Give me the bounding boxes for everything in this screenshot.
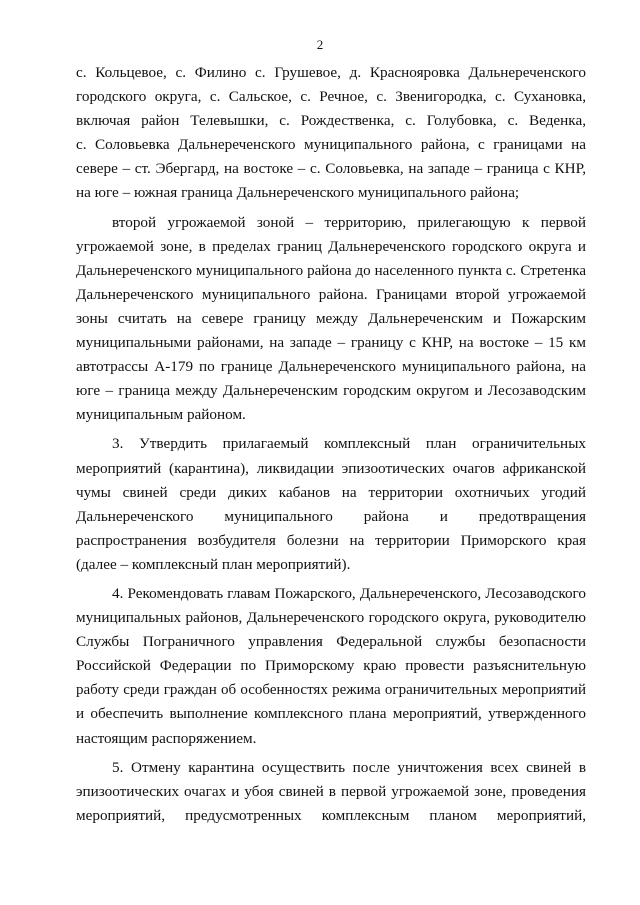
text-line: на юге – южная граница Дальнереченского муниципального района; [76,184,520,202]
text-line: муниципальными районами, на западе – границу с КНР, на востоке – 15 км [76,334,586,352]
text-line: включая район Телевышки, с. Рождественка, с. Голубовка, с. Веденка, [76,112,586,130]
text-line: Дальнереченского муниципального района и предотвращения [76,507,586,525]
text-line: эпизоотических очагах и убоя свиней в первой угрожаемой зоне, проведения [76,782,586,800]
text-line: севере – ст. Эбергард, на востоке – с. Соловьевка, на западе – граница с КНР, [76,160,586,178]
text-line: мероприятий (карантина), ликвидации эпизоотических очагов африканской [76,459,586,477]
text-line: второй угрожаемой зоной – территорию, прилегающую к первой [112,213,586,231]
text-line: Российской Федерации по Приморскому краю провести разъяснительную [76,657,586,675]
paragraph-first-zone-continuation [76,61,586,206]
text-line: Службы Пограничного управления Федеральной службы безопасности [76,633,586,651]
text-line: с. Кольцевое, с. Филино с. Грушевое, д. Краснояровка Дальнереченского [76,64,586,81]
text-line: (далее – комплексный план мероприятий). [76,555,351,573]
text-line: настоящим распоряжением. [76,729,257,747]
paragraph-item-3 [76,432,586,577]
text-line: распространения возбудителя болезни на территории Приморского края [76,531,586,549]
text-line: автотрассы А-179 по границе Дальнереченского муниципального района, на [76,358,586,376]
document-body [76,61,586,828]
text-line: угрожаемой зоне, в пределах границ Дальнереченского городского округа и [76,237,586,255]
page-number: 2 [316,37,324,52]
text-line: муниципальных районов, Дальнереченского городского округа, руководителю [76,609,586,627]
text-line: зоны считать на севере границу между Дальнереченским и Пожарским [76,309,586,327]
text-line: 3. Утвердить прилагаемый комплексный план ограничительных [112,435,586,453]
paragraph-item-5 [76,756,586,828]
text-line: Дальнереченского муниципального района до населенного пункта с. Стретенка [76,262,586,279]
text-line: чумы свиней среди диких кабанов на территории охотничьих угодий [76,483,586,501]
text-line: и обеспечить выполнение комплексного плана мероприятий, утвержденного [76,705,586,723]
text-line: мероприятий, предусмотренных комплексным планом мероприятий, [76,806,586,824]
text-line: муниципальным районом. [76,406,246,424]
text-line: 5. Отмену карантина осуществить после уничтожения всех свиней в [112,758,586,776]
paragraph-item-4 [76,582,586,751]
text-line: 4. Рекомендовать главам Пожарского, Дальнереченского, Лесозаводского [112,584,586,602]
text-line: городского округа, с. Сальское, с. Речное, с. Звенигородка, с. Сухановка, [76,88,586,106]
text-line: работу среди граждан об особенностях режима ограничительных мероприятий [76,682,586,699]
paragraph-second-zone [76,211,586,428]
text-line: с. Соловьевка Дальнереченского муниципального района, с границами на [76,136,586,154]
text-line: Дальнереченского муниципального района. Границами второй угрожаемой [76,285,586,303]
text-line: юге – граница между Дальнереченским городским округом и Лесозаводским [76,382,586,400]
